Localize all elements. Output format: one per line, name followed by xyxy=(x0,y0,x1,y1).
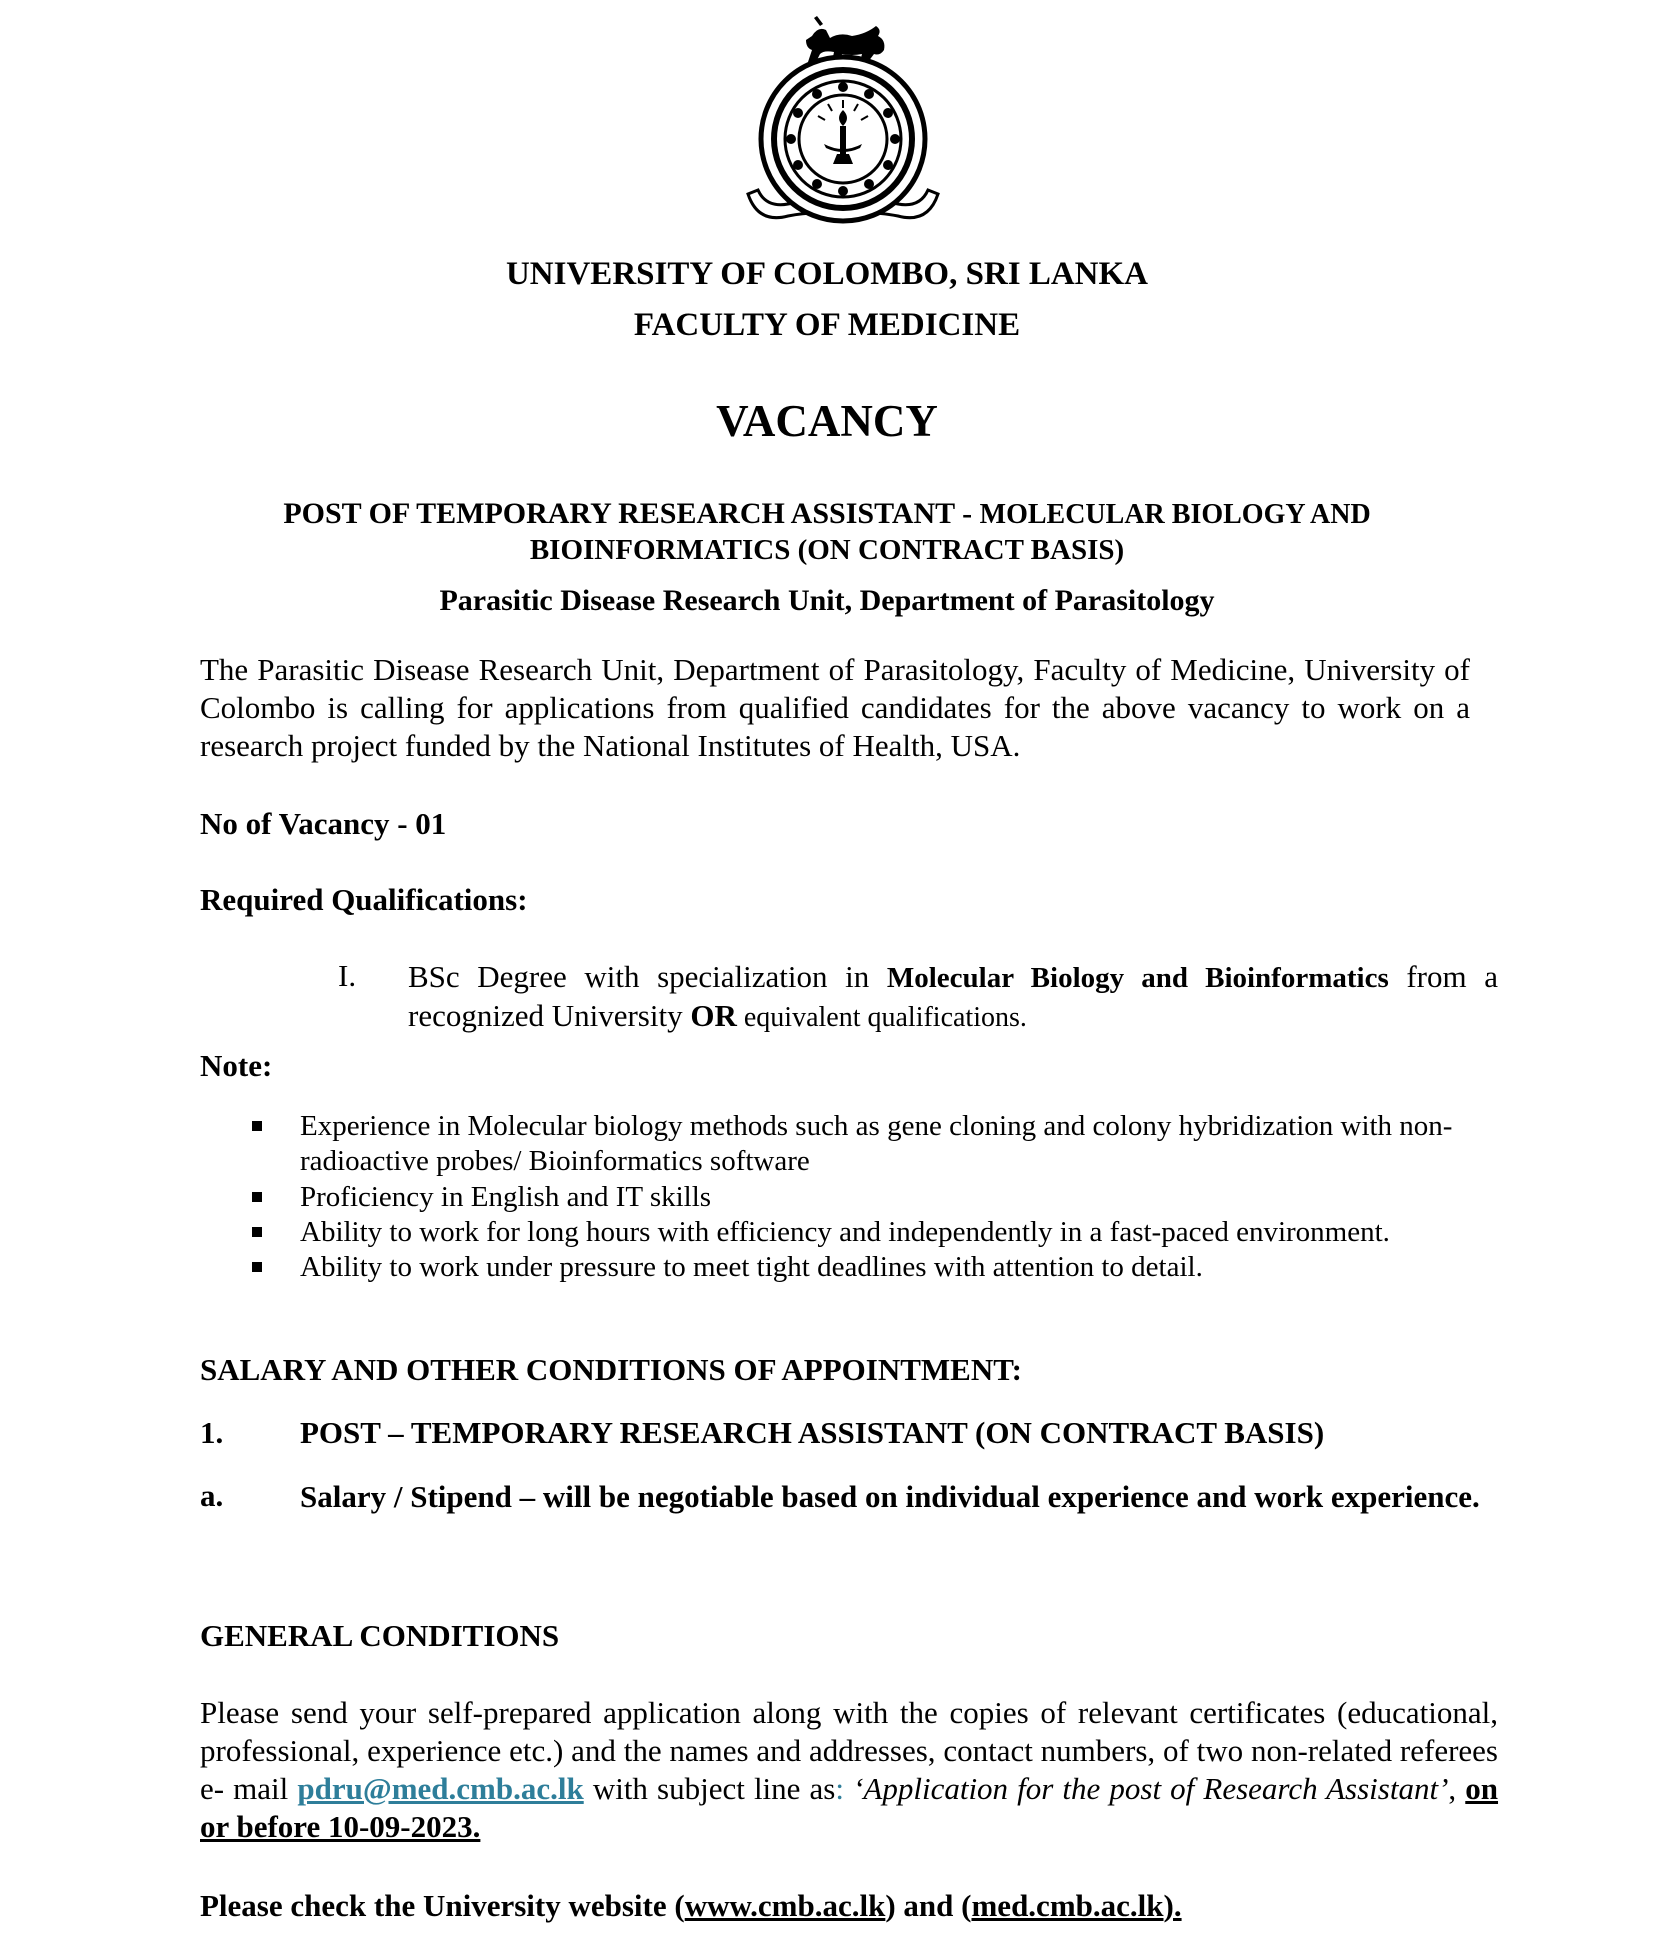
subject-line: ‘Application for the post of Research Assistant’ xyxy=(843,1771,1449,1806)
qualification-text-1: BSc Degree with specialization in xyxy=(408,959,887,994)
website-text-2: ) and ( xyxy=(885,1888,972,1923)
list-item: Experience in Molecular biology methods such as gene cloning and colony hybridization with non-radioactive probes/ Bioinformatics software xyxy=(248,1109,1498,1179)
university-name: UNIVERSITY OF COLOMBO, SRI LANKA xyxy=(505,256,1149,292)
page-title: VACANCY xyxy=(716,396,938,446)
post-title-part-b: MOLECULAR BIOLOGY AND xyxy=(979,499,1371,530)
bullet-square-icon xyxy=(252,1227,262,1237)
crest-emblem-icon xyxy=(728,14,958,244)
website-text-3: ). xyxy=(1163,1888,1182,1923)
university-website-link[interactable]: www.cmb.ac.lk xyxy=(684,1888,886,1923)
post-title-line-1 xyxy=(0,497,1654,531)
qualification-text-2: from a recognized University xyxy=(408,959,1498,1033)
unit-subtitle: Parasitic Disease Research Unit, Department of Parasitology xyxy=(439,584,1215,617)
note-heading: Note: xyxy=(200,1048,273,1083)
general-colon: : xyxy=(835,1771,844,1806)
bullet-square-icon xyxy=(252,1262,262,1272)
qualification-item xyxy=(408,958,1498,1037)
qualification-or: OR xyxy=(690,998,737,1033)
deadline: on or before 10-09-2023. xyxy=(200,1771,1499,1844)
general-text-2: with subject line as xyxy=(583,1771,836,1806)
post-title-line-2: BIOINFORMATICS (ON CONTRACT BASIS) xyxy=(529,534,1125,566)
intro-paragraph: The Parasitic Disease Research Unit, Department of Parasitology, Faculty of Medicine, University of Colombo is calling for applications from qualified candidates for the above vacancy to work on a research project funded by the National Institutes of Health, USA. xyxy=(200,652,1470,763)
vacancy-count: No of Vacancy - 01 xyxy=(200,806,447,841)
salary-item-text: POST – TEMPORARY RESEARCH ASSISTANT (ON CONTRACT BASIS) xyxy=(300,1415,1325,1450)
bullet-square-icon xyxy=(252,1192,262,1202)
general-comma: , xyxy=(1448,1771,1466,1806)
faculty-name: FACULTY OF MEDICINE xyxy=(633,307,1021,343)
qualification-text-3: equivalent qualifications. xyxy=(736,1002,1027,1033)
salary-item-number: 1. xyxy=(200,1415,224,1450)
bullet-square-icon xyxy=(252,1121,262,1131)
website-note xyxy=(200,1888,1182,1924)
email-link[interactable]: pdru@med.cmb.ac.lk xyxy=(297,1771,584,1806)
salary-sub-letter: a. xyxy=(200,1478,224,1513)
qualification-number: I. xyxy=(338,958,357,993)
general-heading: GENERAL CONDITIONS xyxy=(200,1618,560,1653)
website-text-1: Please check the University website ( xyxy=(200,1888,685,1923)
salary-heading: SALARY AND OTHER CONDITIONS OF APPOINTMENT: xyxy=(200,1352,1022,1387)
university-crest xyxy=(728,14,958,244)
post-title-part-a: POST OF TEMPORARY RESEARCH ASSISTANT - xyxy=(283,497,980,530)
salary-sub-text: Salary / Stipend – will be negotiable based on individual experience and work experience. xyxy=(300,1479,1480,1514)
general-paragraph xyxy=(200,1694,1498,1846)
qualification-bold: Molecular Biology and Bioinformatics xyxy=(886,962,1389,994)
general-text-1: Please send your self-prepared application along with the copies of relevant certificates (educational, professional, experience etc.) and the names and addresses, contact numbers, of two non-related referees e- mail xyxy=(200,1695,1498,1806)
qualifications-heading: Required Qualifications: xyxy=(200,882,528,917)
faculty-website-link[interactable]: med.cmb.ac.lk xyxy=(971,1888,1164,1923)
